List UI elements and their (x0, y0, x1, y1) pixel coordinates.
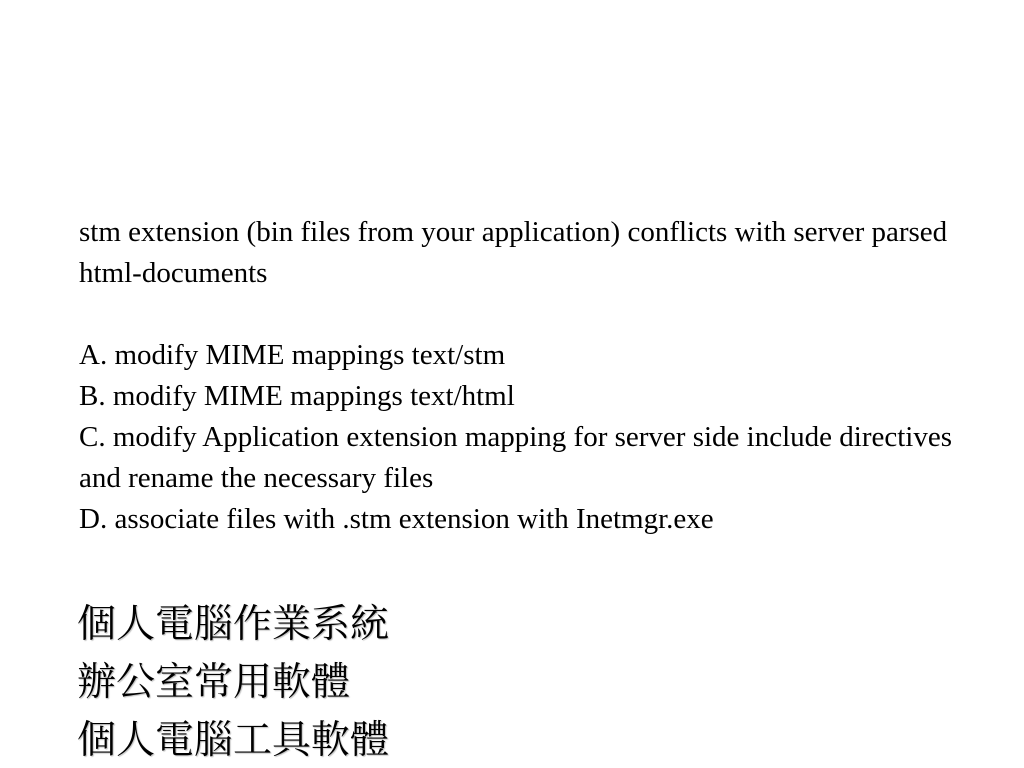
question-block (79, 212, 959, 540)
option-b: B. modify MIME mappings text/html (79, 380, 515, 412)
option-c: C. modify Application extension mapping for server side include directives and rename the necessary files (79, 421, 953, 494)
topic-item: 個人電腦作業系統 (77, 602, 390, 647)
topic-list (77, 596, 389, 768)
topic-item: 辦公室常用軟體 (77, 660, 351, 705)
answer-options (79, 335, 959, 540)
topic-item: 個人電腦工具軟體 (77, 718, 390, 763)
option-a: A. modify MIME mappings text/stm (79, 339, 506, 371)
question-stem: stm extension (bin files from your application) conflicts with server parsed html-documents (79, 216, 948, 289)
option-d: D. associate files with .stm extension with Inetmgr.exe (79, 503, 714, 535)
